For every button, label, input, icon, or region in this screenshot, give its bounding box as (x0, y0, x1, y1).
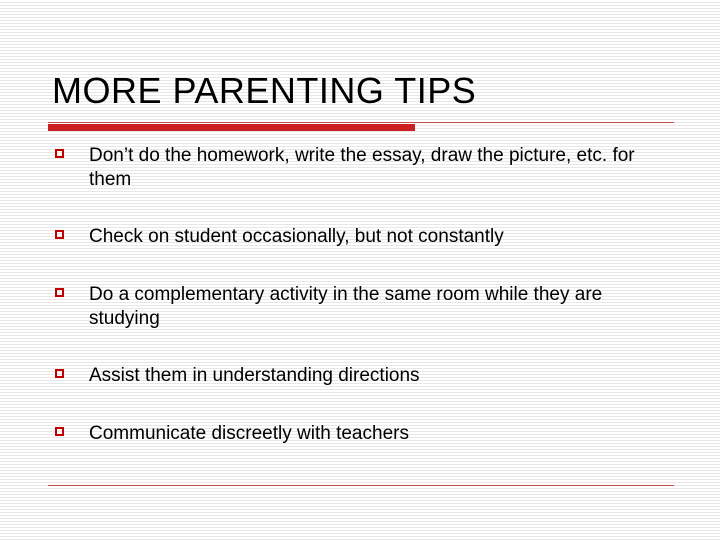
hollow-square-bullet-icon (55, 149, 64, 158)
hollow-square-bullet-icon (55, 230, 64, 239)
bullet-item (53, 225, 673, 249)
bullet-text: Check on student occasionally, but not constantly (89, 226, 504, 247)
hollow-square-bullet-icon (55, 369, 64, 378)
title-divider-thin (48, 122, 674, 123)
footer-divider (48, 485, 674, 486)
bullet-item (53, 422, 673, 446)
bullet-text: Don’t do the homework, write the essay, draw the picture, etc. for them (89, 145, 635, 190)
hollow-square-bullet-icon (55, 427, 64, 436)
bullet-text: Communicate discreetly with teachers (89, 423, 409, 444)
title-divider-accent (48, 124, 415, 131)
slide-title: MORE PARENTING TIPS (52, 70, 477, 111)
bullet-item (53, 364, 673, 388)
hollow-square-bullet-icon (55, 288, 64, 297)
bullet-text: Do a complementary activity in the same room while they are studying (89, 284, 603, 329)
bullet-text: Assist them in understanding directions (89, 365, 420, 386)
bullet-item (53, 283, 673, 331)
bullet-item (53, 144, 673, 192)
